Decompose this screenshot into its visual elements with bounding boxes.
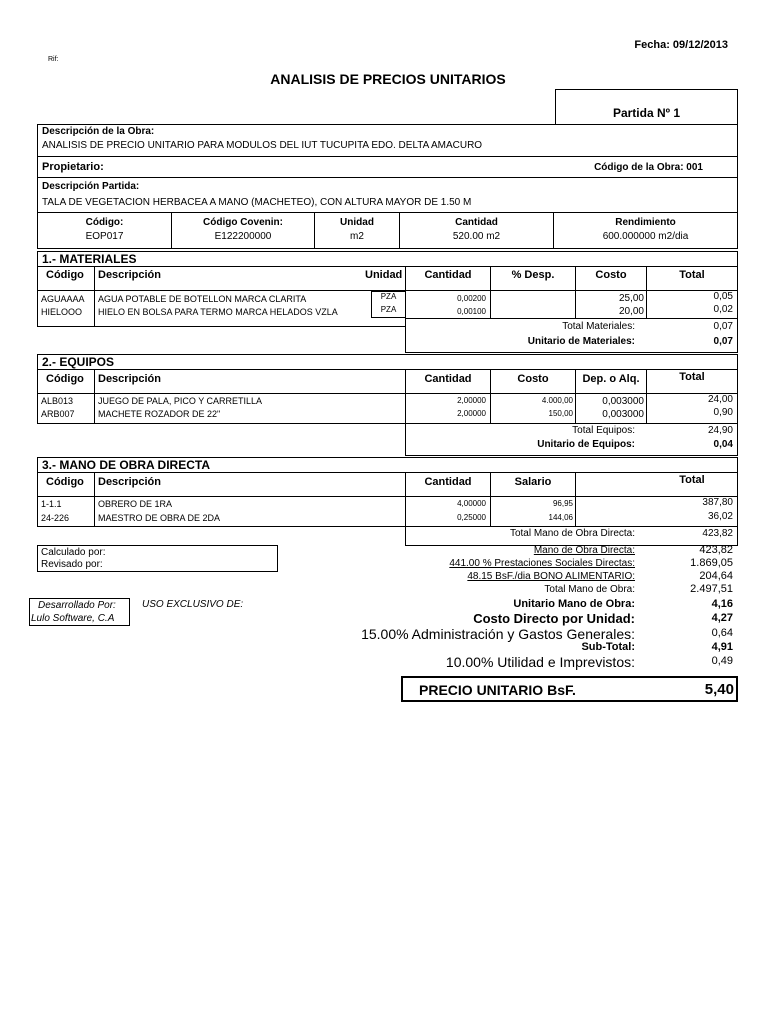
- codigo-obra: Código de la Obra: 001: [594, 162, 703, 173]
- summary-value: 2.497,51: [690, 583, 733, 595]
- col-cantidad: Cantidad: [424, 269, 472, 281]
- divider: [94, 266, 95, 327]
- obra-box: [37, 124, 738, 157]
- materiales-title: 1.- MATERIALES: [42, 252, 137, 266]
- col-dep-alq: Dep. o Alq.: [582, 373, 640, 385]
- table-cell-dep-alq: 0,003000: [602, 396, 644, 407]
- col-total: Total: [679, 371, 705, 383]
- table-cell-descripcion: JUEGO DE PALA, PICO Y CARRETILLA: [98, 396, 263, 406]
- unitario-equipos-value: 0,04: [713, 439, 733, 450]
- rendimiento-value: 600.000000 m2/dia: [602, 231, 689, 242]
- divider: [37, 266, 738, 267]
- partida-number: Partida Nº 1: [612, 106, 681, 120]
- developer-box: [29, 598, 130, 626]
- divider: [37, 369, 738, 370]
- page-title: ANALISIS DE PRECIOS UNITARIOS: [270, 71, 506, 87]
- col-cantidad: Cantidad: [424, 476, 472, 488]
- table-cell-unidad: PZA: [380, 305, 397, 314]
- summary-value: 423,82: [699, 544, 733, 556]
- table-cell-codigo: 1-1.1: [41, 499, 62, 509]
- table-cell-total: 36,02: [707, 511, 733, 522]
- table-cell-cantidad: 4,00000: [457, 499, 486, 508]
- summary-value: 0,49: [711, 655, 733, 667]
- divider: [37, 496, 738, 497]
- summary-value: 4,91: [711, 641, 733, 653]
- unidad-value: m2: [350, 231, 364, 242]
- total-materiales-value: 0,07: [713, 321, 733, 332]
- cantidad-label: Cantidad: [455, 217, 498, 228]
- unitario-materiales-value: 0,07: [713, 336, 733, 347]
- precio-unitario-value: 5,40: [704, 681, 734, 698]
- summary-label: Costo Directo por Unidad:: [473, 611, 635, 626]
- mano-obra-title: 3.- MANO DE OBRA DIRECTA: [42, 458, 210, 472]
- summary-label: 48.15 BsF./dia BONO ALIMENTARIO:: [467, 571, 635, 582]
- table-cell-salario: 144,06: [548, 513, 573, 522]
- table-cell-descripcion: HIELO EN BOLSA PARA TERMO MARCA HELADOS VZLA: [98, 307, 338, 317]
- table-cell-cantidad: 0,00200: [457, 294, 486, 303]
- table-cell-costo: 4.000,00: [541, 396, 573, 405]
- equipos-title: 2.- EQUIPOS: [42, 355, 115, 369]
- table-cell-descripcion: MACHETE ROZADOR DE 22": [98, 409, 221, 419]
- col-cantidad: Cantidad: [424, 373, 472, 385]
- codigo-value: EOP017: [85, 231, 124, 242]
- summary-value: 4,27: [711, 612, 733, 624]
- table-cell-total: 0,02: [713, 304, 733, 315]
- table-cell-total: 24,00: [707, 394, 733, 405]
- firmas-box: [37, 545, 278, 572]
- obra-desc: ANALISIS DE PRECIO UNITARIO PARA MODULOS DEL IUT TUCUPITA EDO. DELTA AMACURO: [42, 140, 483, 151]
- uso-exclusivo: USO EXCLUSIVO DE:: [142, 599, 244, 610]
- col-descripcion: Descripción: [98, 373, 161, 385]
- divider: [94, 472, 95, 527]
- col-costo: Costo: [517, 373, 549, 385]
- col-descripcion: Descripción: [98, 476, 161, 488]
- table-cell-descripcion: AGUA POTABLE DE BOTELLON MARCA CLARITA: [98, 294, 307, 304]
- table-cell-cantidad: 0,25000: [457, 513, 486, 522]
- col-unidad: Unidad: [365, 269, 403, 281]
- col-total: Total: [679, 474, 705, 486]
- summary-label: 441.00 % Prestaciones Sociales Directas:: [449, 558, 635, 569]
- covenin-value: E122200000: [214, 231, 272, 242]
- total-mano-obra-label: Total Mano de Obra Directa:: [509, 528, 635, 539]
- col-codigo: Código: [46, 373, 84, 385]
- col-total: Total: [679, 269, 705, 281]
- summary-label: Total Mano de Obra:: [544, 584, 635, 595]
- rif-label: Rif:: [48, 56, 59, 63]
- total-equipos-value: 24,90: [707, 425, 733, 436]
- total-mano-obra-value: 423,82: [702, 528, 733, 539]
- calculado-por: Calculado por:: [41, 547, 106, 558]
- table-cell-cantidad: 2,00000: [457, 396, 486, 405]
- precio-unitario-label: PRECIO UNITARIO BsF.: [419, 682, 576, 698]
- unitario-equipos-label: Unitario de Equipos:: [537, 439, 635, 450]
- table-cell-codigo: AGUAAAA: [41, 294, 85, 304]
- revisado-por: Revisado por:: [41, 559, 103, 570]
- summary-label: 10.00% Utilidad e Imprevistos:: [445, 654, 635, 670]
- propietario-box: [37, 156, 738, 178]
- table-cell-costo: 25,00: [618, 293, 644, 304]
- table-cell-codigo: ARB007: [41, 409, 75, 419]
- unitario-materiales-label: Unitario de Materiales:: [527, 336, 635, 347]
- divider: [37, 393, 738, 394]
- summary-value: 0,64: [711, 627, 733, 639]
- summary-value: 1.869,05: [690, 557, 733, 569]
- unidad-label: Unidad: [340, 217, 374, 228]
- col-descripcion: Descripción: [98, 269, 161, 281]
- cantidad-value: 520.00 m2: [452, 231, 501, 242]
- table-cell-descripcion: MAESTRO DE OBRA DE 2DA: [98, 513, 221, 523]
- summary-label: Mano de Obra Directa:: [533, 545, 635, 556]
- table-cell-salario: 96,95: [552, 499, 573, 508]
- table-cell-descripcion: OBRERO DE 1RA: [98, 499, 173, 509]
- total-equipos-label: Total Equipos:: [572, 425, 635, 436]
- col-salario: Salario: [514, 476, 552, 488]
- table-cell-costo: 20,00: [618, 306, 644, 317]
- precio-unitario-box: [401, 676, 738, 702]
- divider: [575, 472, 576, 527]
- rendimiento-label: Rendimiento: [615, 217, 676, 228]
- partida-box: [555, 89, 738, 125]
- table-cell-dep-alq: 0,003000: [602, 409, 644, 420]
- table-cell-unidad: PZA: [380, 292, 397, 301]
- table-cell-costo: 150,00: [548, 409, 573, 418]
- codigo-label: Código:: [85, 217, 124, 228]
- table-cell-total: 0,90: [713, 407, 733, 418]
- divider: [37, 472, 738, 473]
- table-cell-total: 387,80: [702, 497, 733, 508]
- col-codigo: Código: [46, 476, 84, 488]
- summary-label: Unitario Mano de Obra:: [513, 598, 635, 610]
- col-codigo: Código: [46, 269, 84, 281]
- table-cell-total: 0,05: [713, 291, 733, 302]
- col-desp: % Desp.: [511, 269, 555, 281]
- table-cell-codigo: 24-226: [41, 513, 70, 523]
- table-cell-cantidad: 0,00100: [457, 307, 486, 316]
- summary-label: Sub-Total:: [581, 641, 635, 653]
- total-materiales-label: Total Materiales:: [562, 321, 635, 332]
- desarrollado-por: Desarrollado Por:: [38, 600, 116, 611]
- table-cell-codigo: ALB013: [41, 396, 74, 406]
- developer-company: Lulo Software, C.A: [31, 613, 115, 624]
- obra-desc-label: Descripción de la Obra:: [42, 126, 155, 137]
- divider: [94, 369, 95, 424]
- covenin-label: Código Covenin:: [203, 217, 283, 228]
- table-cell-codigo: HIELOOO: [41, 307, 83, 317]
- col-costo: Costo: [595, 269, 627, 281]
- summary-label: 15.00% Administración y Gastos Generales:: [361, 626, 635, 642]
- partida-desc: TALA DE VEGETACION HERBACEA A MANO (MACHETEO), CON ALTURA MAYOR DE 1.50 M: [42, 197, 472, 208]
- partida-desc-label: Descripción Partida:: [42, 181, 140, 192]
- summary-value: 204,64: [699, 570, 733, 582]
- propietario-label: Propietario:: [42, 161, 104, 173]
- summary-value: 4,16: [711, 598, 733, 610]
- fecha: Fecha: 09/12/2013: [634, 39, 728, 51]
- partida-desc-box: [37, 177, 738, 213]
- table-cell-cantidad: 2,00000: [457, 409, 486, 418]
